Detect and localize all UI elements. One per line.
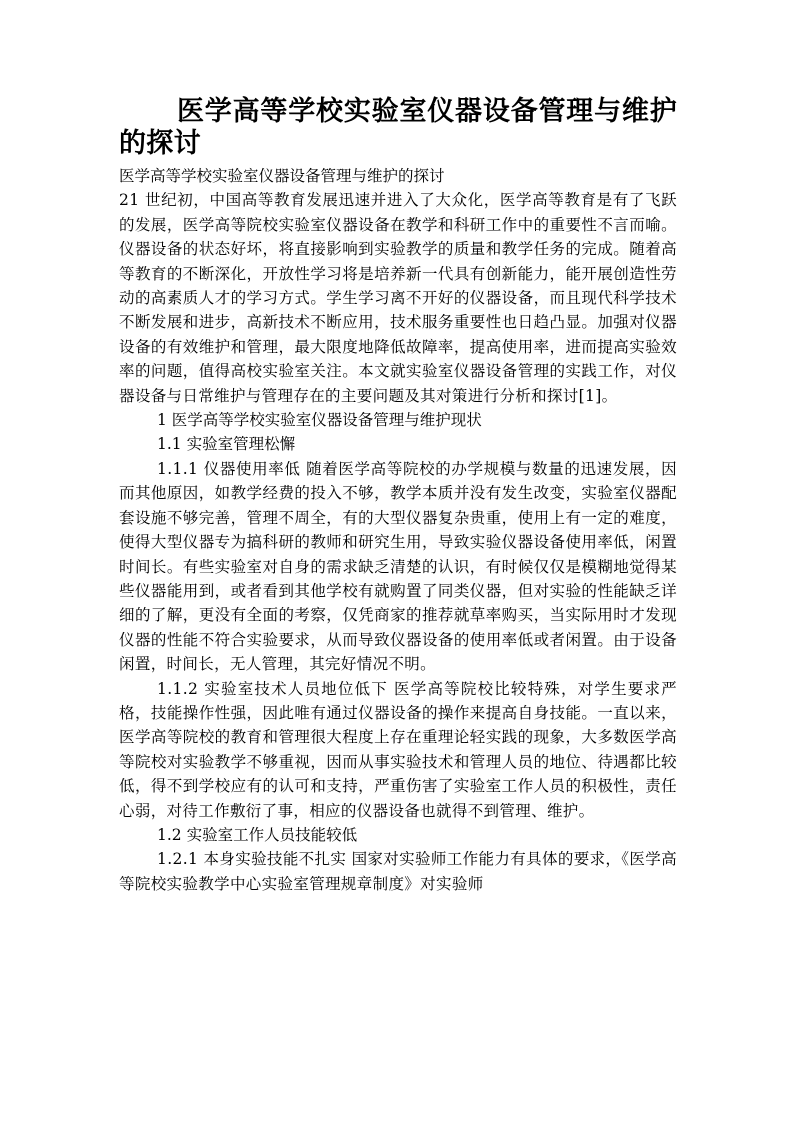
section-1-2-heading: 1.2 实验室工作人员技能较低: [157, 825, 358, 844]
paragraph-1-2-1: 1.2.1 本身实验技能不扎实 国家对实验师工作能力有具体的要求，《医学高等院校实验教学中心实验室管理规章制度》对实验师: [119, 850, 677, 893]
document-subtitle: 医学高等学校实验室仪器设备管理与维护的探讨: [119, 167, 445, 185]
document-title: 医学高等学校实验室仪器设备管理与维护的探讨: [119, 96, 677, 159]
section-1-1-heading: 1.1 实验室管理松懈: [157, 435, 296, 454]
intro-paragraph: 21 世纪初，中国高等教育发展迅速并进入了大众化，医学高等教育是有了飞跃的发展，医学高等院校实验室仪器设备在教学和科研工作中的重要性不言而喻。仪器设备的状态好坏，将直接影响到实验教学的质量和教学任务的完成。随着高等教育的不断深化，开放性学习将是培养新一代具有创新能力，能开展创造性劳动的高素质人才的学习方式。学生学习离不开好的仪器设备，而且现代科学技术不断发展和进步，高新技术不断应用，技术服务重要性也日趋凸显。加强对仪器设备的有效维护和管理，最大限度地降低故障率，提高使用率，进而提高实验效率的问题，值得高校实验室关注。本文就实验室仪器设备管理的实践工作，对仪器设备与日常维护与管理存在的主要问题及其对策进行分析和探讨[1]。: [119, 191, 677, 405]
section-1-heading: 1 医学高等学校实验室仪器设备管理与维护现状: [157, 411, 482, 430]
paragraph-1-1-1: 1.1.1 仪器使用率低 随着医学高等院校的办学规模与数量的迅速发展，因而其他原因，如教学经费的投入不够，教学本质并没有发生改变，实验室仪器配套设施不够完善，管理不周全，有的大型仪器复杂贵重，使用上有一定的难度，使得大型仪器专为搞科研的教师和研究生用，导致实验仪器设备使用率低，闲置时间长。有些实验室对自身的需求缺乏清楚的认识，有时候仅仅是模糊地觉得某些仪器能用到，或者看到其他学校有就购置了同类仪器，但对实验的性能缺乏详细的了解，更没有全面的考察，仅凭商家的推荐就草率购买，当实际用时才发现仪器的性能不符合实验要求，从而导致仪器设备的使用率低或者闲置。由于设备闲置，时间长，无人管理，其完好情况不明。: [119, 459, 677, 674]
document-page: [119, 96, 677, 896]
paragraph-1-1-2: 1.1.2 实验室技术人员地位低下 医学高等院校比较特殊，对学生要求严格，技能操作性强，因此唯有通过仪器设备的操作来提高自身技能。一直以来，医学高等院校的教育和管理很大程度上存在重理论轻实践的现象，大多数医学高等院校对实验教学不够重视，因而从事实验技术和管理人员的地位、待遇都比较低，得不到学校应有的认可和支持，严重伤害了实验室工作人员的积极性，责任心弱，对待工作敷衍了事，相应的仪器设备也就得不到管理、维护。: [119, 679, 677, 820]
